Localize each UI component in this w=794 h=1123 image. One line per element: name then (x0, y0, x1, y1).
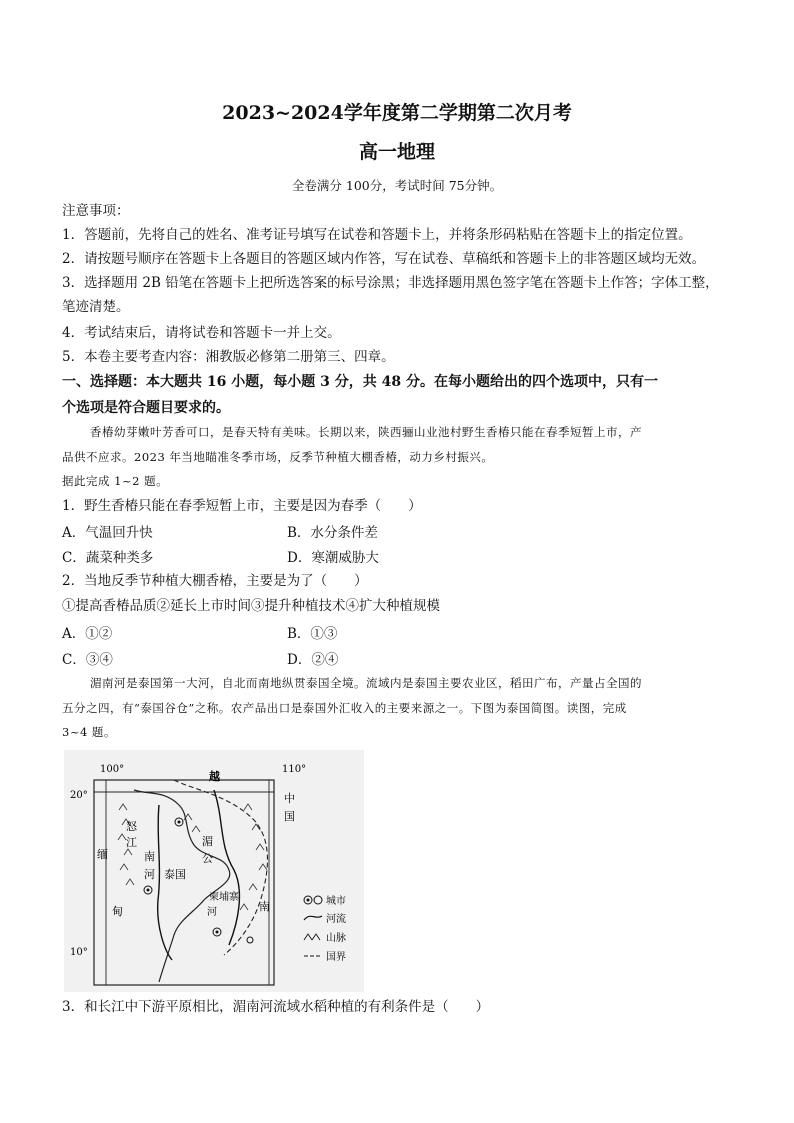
notice-item: 3．选择题用 2B 铅笔在答题卡上把所选答案的标号涂黑；非选择题用黑色签字笔在答题卡上作答；字体工整， (62, 275, 719, 291)
question-2-option-b[interactable]: B．①③ (287, 626, 338, 642)
passage-instruction: 据此完成 1~2 题。 (62, 474, 169, 488)
question-2-option-a[interactable]: A．①② (62, 626, 113, 642)
passage-line: 3~4 题。 (62, 725, 116, 739)
map-label-nan: 南 (144, 850, 155, 863)
passage-line: 香椿幼芽嫩叶芳香可口，是春天特有美味。长期以来，陕西骊山业池村野生香椿只能在春季短暂上市，产 (90, 425, 642, 439)
map-label-he2: 河 (207, 907, 217, 918)
map-label-he: 河 (144, 868, 155, 881)
lon-110-label: 110° (282, 764, 307, 775)
map-label-jiang: 江 (126, 836, 137, 849)
legend-river: 河流 (326, 914, 346, 925)
lat-10-label: 10° (70, 947, 88, 958)
map-label-mian: 缅 (97, 848, 108, 861)
notice-item: 笔迹清楚。 (62, 299, 130, 315)
legend-city: 城市 (326, 896, 346, 907)
passage-line: 品供不应求。2023 年当地瞄准冬季市场，反季节种植大棚香椿，动力乡村振兴。 (62, 450, 494, 464)
question-1-option-c[interactable]: C．蔬菜种类多 (62, 550, 154, 566)
map-label-gong: 公 (202, 852, 213, 865)
legend-border: 国界 (326, 952, 346, 963)
notice-item: 1．答题前，先将自己的姓名、准考证号填写在试卷和答题卡上，并将条形码粘贴在答题卡上的指定位置。 (62, 227, 692, 243)
subject-title: 高一地理 (358, 141, 435, 163)
notice-item: 4．考试结束后，请将试卷和答题卡一并上交。 (62, 325, 341, 341)
question-2-stem: 2．当地反季节种植大棚香椿，主要是为了（ ） (62, 573, 368, 589)
map-label-nan3: 南 (259, 900, 270, 913)
map-label-mei: 湄 (202, 835, 213, 848)
notice-item: 5．本卷主要考查内容：湘教版必修第二册第三、四章。 (62, 349, 395, 365)
passage-line: 五分之四，有“泰国谷仓”之称。农产品出口是泰国外汇收入的主要来源之一。下图为泰国简图。读图，完成 (62, 701, 627, 715)
passage-line: 湄南河是泰国第一大河，自北而南地纵贯泰国全境。流域内是泰国主要农业区，稻田广布，产量占全国的 (90, 676, 642, 690)
map-label-yue: 越 (209, 770, 220, 783)
question-1-option-d[interactable]: D．寒潮威胁大 (287, 550, 379, 566)
map-label-zhong: 中 (284, 792, 295, 805)
notice-item: 2．请按题号顺序在答题卡上各题目的答题区域内作答，写在试卷、草稿纸和答题卡上的非答题区域均无效。 (62, 251, 706, 267)
question-2-option-c[interactable]: C．③④ (62, 652, 113, 668)
section-heading-cont: 个选项是符合题目要求的。 (62, 400, 230, 416)
thailand-map (64, 750, 364, 992)
map-label-jianpuzhai: 柬埔寨 (209, 892, 239, 903)
map-label-nuo: 怒 (126, 820, 137, 833)
question-2-choices: ①提高香椿品质②延长上市时间③提升种植技术④扩大种植规模 (62, 598, 440, 614)
question-1-option-b[interactable]: B．水分条件差 (287, 525, 378, 541)
map-label-guo: 国 (284, 810, 295, 823)
legend-mountain: 山脉 (326, 933, 346, 944)
exam-title: 2023~2024学年度第二学期第二次月考 (222, 102, 572, 124)
section-heading: 一、选择题：本大题共 16 小题，每小题 3 分，共 48 分。在每小题给出的四个选项中，只有一 (62, 374, 658, 390)
question-1-stem: 1．野生香椿只能在春季短暂上市，主要是因为春季（ ） (62, 498, 422, 514)
question-2-option-d[interactable]: D．②④ (287, 652, 339, 668)
question-3-stem: 3．和长江中下游平原相比，湄南河流域水稻种植的有利条件是（ ） (62, 999, 490, 1015)
lon-100-label: 100° (100, 764, 125, 775)
question-1-option-a[interactable]: A．气温回升快 (62, 525, 153, 541)
notice-heading: 注意事项： (62, 203, 130, 219)
exam-subtitle: 全卷满分 100分，考试时间 75分钟。 (291, 178, 503, 193)
map-label-dian: 甸 (112, 905, 123, 918)
lat-20-label: 20° (70, 790, 88, 801)
map-label-taiguo: 泰国 (164, 868, 186, 881)
